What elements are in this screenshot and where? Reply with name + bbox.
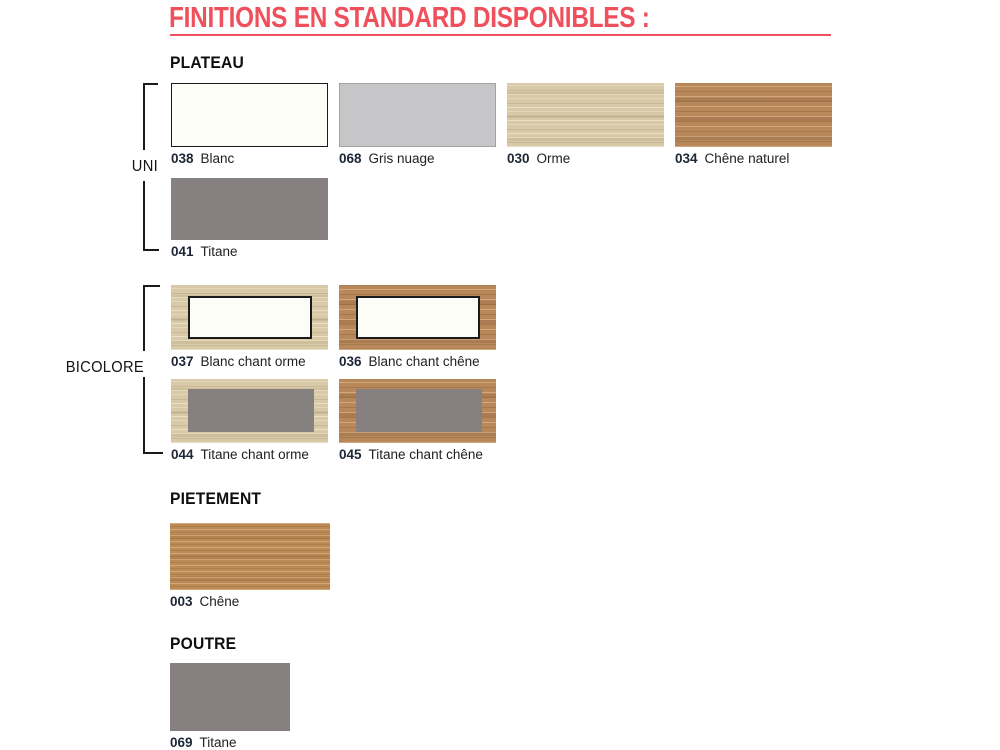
swatch-name: Blanc chant chêne	[368, 354, 480, 369]
swatch-orme	[507, 83, 664, 166]
swatch-code: 068	[339, 151, 362, 166]
swatch-titane-chant-chene-label	[339, 448, 496, 462]
swatch-name: Orme	[536, 151, 571, 166]
swatch-name: Gris nuage	[368, 151, 435, 166]
section-heading-poutre: POUTRE	[170, 634, 237, 653]
swatch-code: 045	[339, 447, 362, 462]
uni-bracket-tick-top	[143, 83, 158, 85]
swatch-titane-poutre-label	[170, 736, 290, 750]
swatch-code: 069	[170, 735, 193, 750]
swatch-titane-chant-orme-chip	[171, 379, 328, 443]
bicolore-bracket-tick-bottom	[143, 452, 163, 454]
swatch-blanc-chant-orme-label	[171, 355, 328, 369]
group-label-uni: UNI	[131, 158, 158, 175]
swatch-titane-chant-orme-label	[171, 448, 328, 462]
swatch-blanc	[171, 83, 328, 166]
swatch-blanc-chant-chene-chip	[339, 285, 496, 350]
bicolore-bracket-line-lower	[143, 377, 145, 453]
uni-bracket-line-upper	[143, 83, 145, 150]
swatch-blanc-chant-chene	[339, 285, 496, 369]
swatch-chene-naturel-label	[675, 152, 832, 166]
swatch-name: Titane	[200, 244, 238, 259]
section-heading-pietement: PIETEMENT	[170, 489, 262, 508]
uni-bracket-line-lower	[143, 181, 145, 250]
swatch-inner-titane	[188, 389, 314, 432]
swatch-code: 030	[507, 151, 530, 166]
swatch-titane-poutre-chip	[170, 663, 290, 731]
swatch-name: Blanc	[200, 151, 235, 166]
swatch-inner-blanc	[356, 296, 480, 339]
swatch-titane-chant-chene	[339, 379, 496, 462]
swatch-name: Titane chant chêne	[368, 447, 483, 462]
swatch-code: 036	[339, 354, 362, 369]
swatch-name: Chêne naturel	[704, 151, 790, 166]
swatch-code: 034	[675, 151, 698, 166]
swatch-code: 041	[171, 244, 194, 259]
swatch-titane-chip	[171, 178, 328, 240]
swatch-chene-pietement-chip	[170, 523, 330, 590]
swatch-name: Blanc chant orme	[200, 354, 306, 369]
swatch-gris-nuage-label	[339, 152, 496, 166]
swatch-inner-blanc	[188, 296, 312, 339]
bicolore-bracket-tick-top	[143, 285, 160, 287]
swatch-orme-label	[507, 152, 664, 166]
swatch-inner-titane	[356, 389, 482, 432]
swatch-chene-naturel-chip	[675, 83, 832, 147]
swatch-titane-poutre	[170, 663, 290, 750]
swatch-orme-chip	[507, 83, 664, 147]
title-underline	[170, 34, 831, 36]
swatch-blanc-chip	[171, 83, 328, 147]
swatch-code: 003	[170, 594, 193, 609]
swatch-titane-chant-orme	[171, 379, 328, 462]
swatch-code: 037	[171, 354, 194, 369]
page-title: FINITIONS EN STANDARD DISPONIBLES :	[169, 2, 650, 34]
swatch-code: 038	[171, 151, 194, 166]
swatch-titane-label	[171, 245, 328, 259]
swatch-name: Chêne	[199, 594, 240, 609]
swatch-name: Titane chant orme	[200, 447, 309, 462]
swatch-titane	[171, 178, 328, 259]
uni-bracket-tick-bottom	[143, 249, 159, 251]
swatch-blanc-label	[171, 152, 328, 166]
swatch-chene-naturel	[675, 83, 832, 166]
swatch-gris-nuage-chip	[339, 83, 496, 147]
swatch-code: 044	[171, 447, 194, 462]
section-heading-plateau: PLATEAU	[170, 53, 244, 72]
swatch-titane-chant-chene-chip	[339, 379, 496, 443]
group-label-bicolore: BICOLORE	[65, 359, 144, 376]
swatch-blanc-chant-orme	[171, 285, 328, 369]
swatch-chene-pietement-label	[170, 595, 330, 609]
swatch-gris-nuage	[339, 83, 496, 166]
swatch-name: Titane	[199, 735, 237, 750]
swatch-chene-pietement	[170, 523, 330, 609]
bicolore-bracket-line-upper	[143, 285, 145, 351]
swatch-blanc-chant-chene-label	[339, 355, 496, 369]
swatch-blanc-chant-orme-chip	[171, 285, 328, 350]
